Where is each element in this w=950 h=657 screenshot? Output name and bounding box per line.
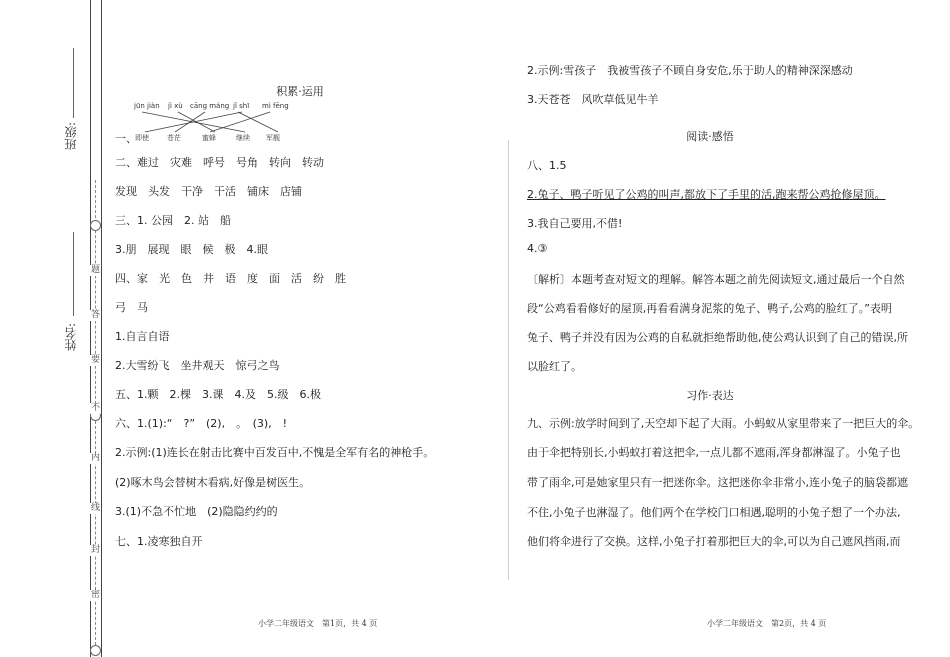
answer-line: 发现 头发 干净 干活 铺床 店铺 [115,185,302,198]
name-blank[interactable] [73,232,74,316]
answer-line: 八、1.5 [527,159,567,172]
seal-char: 不 [90,403,100,413]
word-item: 军舰 [266,134,280,142]
word-item: 即使 [135,134,149,142]
essay-line: 九、示例:放学时间到了,天空却下起了大雨。小蚂蚁从家里带来了一把巨大的伞。 [527,417,920,430]
column-divider [508,140,509,580]
answer-line: 3.我自己要用,不借! [527,217,623,230]
answer-line: 3.天苍苍 风吹草低见牛羊 [527,93,659,106]
binding-hole [90,220,101,231]
essay-line: 他们将伞进行了交换。这样,小兔子打着那把巨大的伞,可以为自己遮风挡雨,而 [527,535,901,548]
word-item: 苍茫 [167,134,181,142]
word-item: 蜜蜂 [202,134,216,142]
answer-line-underlined: 2.兔子、鸭子听见了公鸡的叫声,都放下了手里的活,跑来帮公鸡抢修屋顶。 [527,188,886,201]
analysis-line: 以脸红了。 [527,360,582,373]
answer-line: 1.自言自语 [115,330,170,343]
pinyin-item: cāng máng [190,102,230,110]
answer-line: 六、1.(1):“ ?” (2), 。 (3), ! [115,417,288,430]
seal-char: 内 [90,453,100,463]
answer-line: 3.朋 展现 眼 候 极 4.眼 [115,243,268,256]
analysis-line: 段“公鸡看看修好的屋顶,再看看满身泥浆的兔子、鸭子,公鸡的脸红了。”表明 [527,302,892,315]
class-blank[interactable] [73,48,74,118]
answer-line: 2.示例:雪孩子 我被雪孩子不顾自身安危,乐于助人的精神深深感动 [527,64,853,77]
seal-char: 封 [90,545,100,555]
answer-line: 弓 马 [115,301,148,314]
answer-line: 五、1.颗 2.棵 3.课 4.及 5.级 6.极 [115,388,321,401]
answer-line: 4.③ [527,242,548,255]
answer-line: 2.示例:(1)连长在射击比赛中百发百中,不愧是全军有名的神枪手。 [115,446,435,459]
pinyin-item: jì xù [168,102,183,110]
seal-char: 答 [90,310,100,320]
answer-line: 二、难过 灾难 呼号 号角 转向 转动 [115,156,324,169]
answer-line: 一、 [115,132,137,145]
section-title-reading: 阅读·感悟 [686,130,734,143]
answer-line: 四、家 光 色 井 语 度 面 活 纷 胜 [115,272,346,285]
matching-lines [130,110,300,134]
seal-char: 题 [90,265,100,275]
class-label: 班级: [64,122,78,151]
binding-margin [90,0,102,657]
name-label: 姓名: [64,323,78,352]
section-title-writing: 习作·表达 [686,389,734,402]
analysis-line: 兔子、鸭子并没有因为公鸡的自私就拒绝帮助他,使公鸡认识到了自己的错误,所 [527,331,908,344]
answer-line: 三、1. 公园 2. 站 船 [115,214,231,227]
seal-char: 线 [90,503,100,513]
page-footer-right: 小学二年级语文 第2页，共 4 页 [707,619,827,628]
word-item: 继续 [236,134,250,142]
essay-line: 带了雨伞,可是她家里只有一把迷你伞。这把迷你伞非常小,连小兔子的脑袋都遮 [527,476,908,489]
answer-line: 3.(1)不急不忙地 (2)隐隐约约的 [115,505,278,518]
essay-line: 不住,小兔子也淋湿了。他们两个在学校门口相遇,聪明的小兔子想了一个办法, [527,506,901,519]
seal-char: 密 [90,590,100,600]
section-title-accumulation: 积累·运用 [276,85,324,98]
page-footer-left: 小学二年级语文 第1页，共 4 页 [258,619,378,628]
answer-line: 七、1.凌寒独自开 [115,535,203,548]
pinyin-item: jūn jiàn [134,102,160,110]
pinyin-item: jǐ shī [233,102,250,110]
essay-line: 由于伞把特别长,小蚂蚁打着这把伞,一点儿都不遮雨,浑身都淋湿了。小兔子也 [527,446,901,459]
answer-line: (2)啄木鸟会替树木看病,好像是树医生。 [115,476,311,489]
analysis-line: 〔解析〕本题考查对短文的理解。解答本题之前先阅读短文,通过最后一个自然 [527,273,905,286]
pinyin-item: mì fēng [262,102,289,110]
binding-hole [90,645,101,656]
answer-line: 2.大雪纷飞 坐井观天 惊弓之鸟 [115,359,280,372]
seal-char: 要 [90,355,100,365]
